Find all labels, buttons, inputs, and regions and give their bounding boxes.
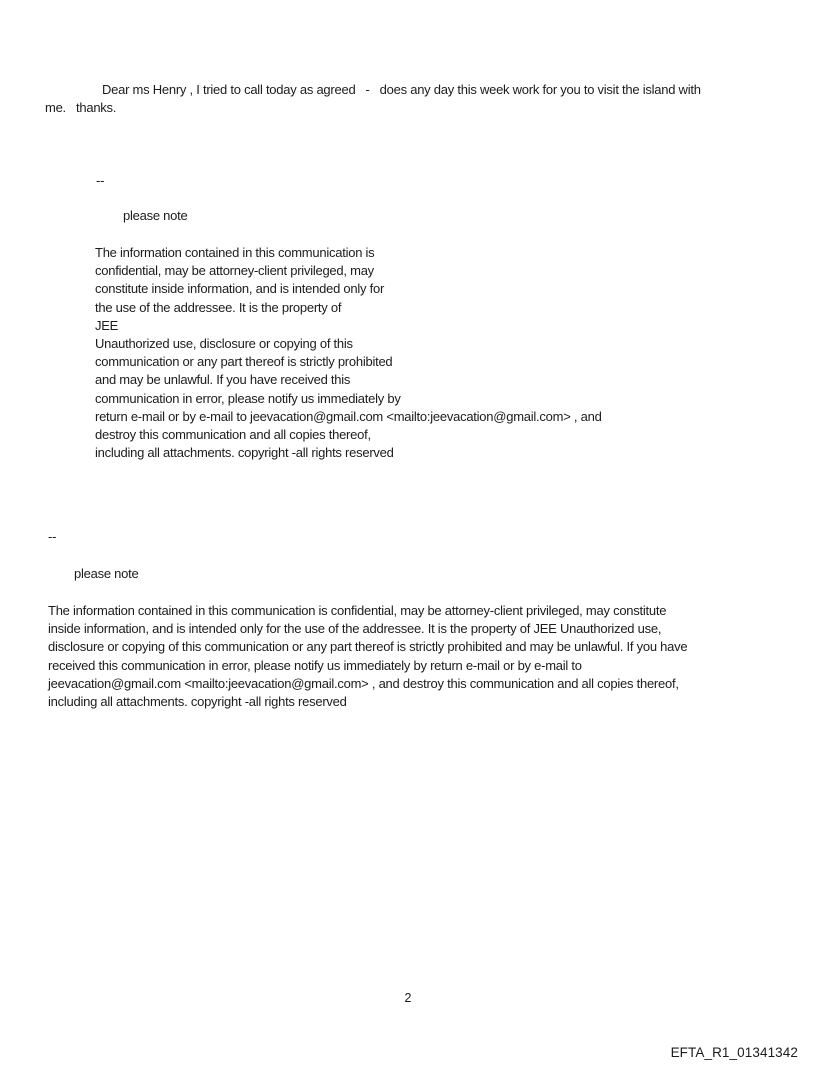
signature-separator: -- (48, 529, 57, 544)
disclaimer-line: including all attachments. copyright -all rights reserved (95, 445, 394, 461)
confidentiality-disclaimer (95, 244, 602, 462)
disclaimer-line: The information contained in this communication is (95, 245, 375, 260)
signature-separator: -- (96, 173, 105, 188)
disclaimer-line: JEE (95, 317, 119, 333)
disclaimer-line: constitute inside information, and is intended only for (95, 281, 385, 297)
disclaimer-line: and may be unlawful. If you have received this (95, 372, 351, 388)
please-note-label: please note (74, 566, 139, 581)
disclaimer-line: disclosure or copying of this communication or any part thereof is strictly prohibited and may be unlawful. If you have (48, 639, 688, 655)
email-message-line: me. thanks. (45, 100, 117, 116)
confidentiality-disclaimer (48, 602, 687, 711)
disclaimer-line: including all attachments. copyright -all rights reserved (48, 694, 347, 710)
please-note-label: please note (123, 208, 188, 223)
disclaimer-line: destroy this communication and all copies thereof, (95, 427, 371, 443)
disclaimer-line: received this communication in error, please notify us immediately by return e-mail or by e-mail to (48, 657, 582, 673)
disclaimer-line: jeevacation@gmail.com <mailto:jeevacation@gmail.com> , and destroy this communication and all copies thereof, (48, 675, 679, 691)
disclaimer-line: inside information, and is intended only for the use of the addressee. It is the property of JEE Unauthorized use, (48, 621, 662, 637)
disclaimer-line: communication or any part thereof is strictly prohibited (95, 354, 393, 370)
page-number: 2 (404, 991, 412, 1005)
bates-number: EFTA_R1_01341342 (670, 1045, 798, 1060)
disclaimer-line: return e-mail or by e-mail to jeevacation@gmail.com <mailto:jeevacation@gmail.com> , and (95, 408, 602, 424)
disclaimer-line: Unauthorized use, disclosure or copying of this (95, 336, 353, 352)
disclaimer-line: communication in error, please notify us immediately by (95, 390, 401, 406)
email-message-line: Dear ms Henry , I tried to call today as agreed - does any day this week work for you to visit the island with (102, 82, 701, 97)
disclaimer-line: confidential, may be attorney-client privileged, may (95, 263, 374, 279)
disclaimer-line: The information contained in this communication is confidential, may be attorney-client privileged, may constitute (48, 603, 667, 618)
email-message (45, 81, 701, 117)
disclaimer-line: the use of the addressee. It is the property of (95, 299, 342, 315)
